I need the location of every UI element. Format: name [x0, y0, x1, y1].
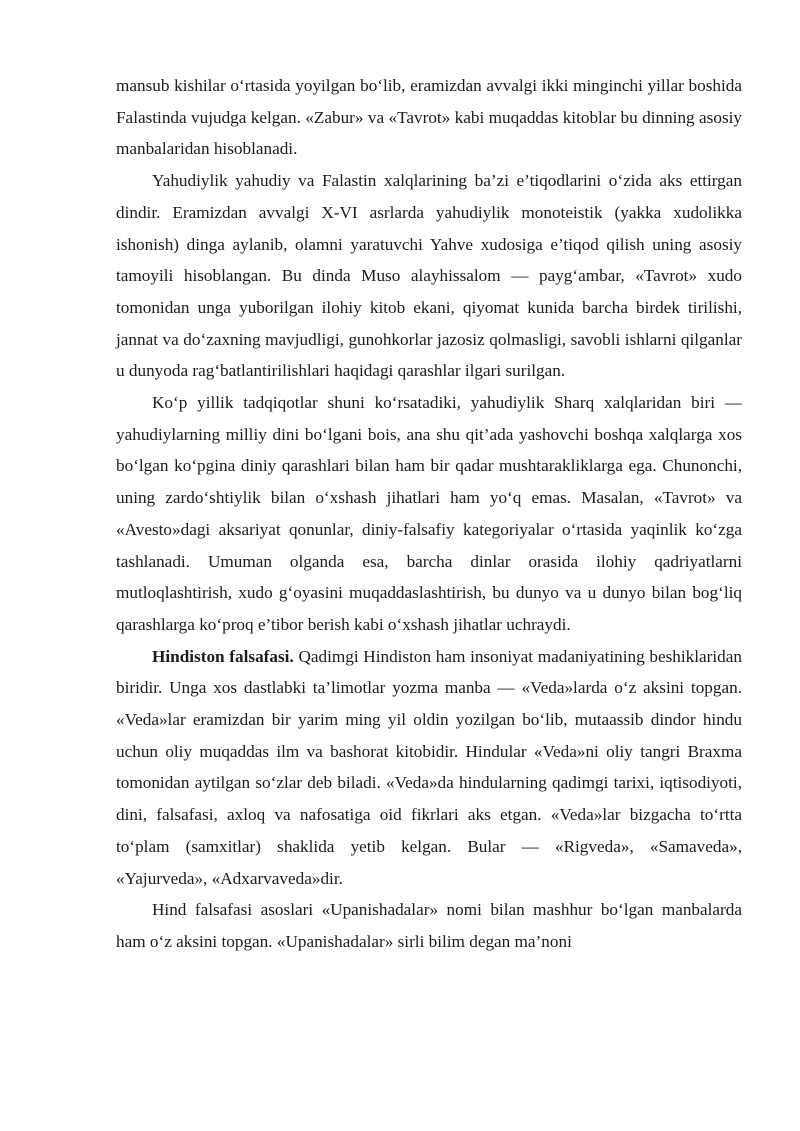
paragraph-hindiston-falsafasi	[116, 641, 742, 895]
paragraph-text: Yahudiylik yahudiy va Falastin xalqlarining ba’zi e’tiqodlarini o‘zida aks ettirgan dindir. Eramizdan avvalgi X-VI asrlarda yahudiylik monoteistik (yakka xudolikka ishonish) dinga aylanib, olamni yaratuvchi Yahve xudosiga e’tiqod qilish uning asosiy tamoyili hisoblangan. Bu dinda Muso alayhissalom — payg‘ambar, «Tavrot» xudo tomonidan unga yuborilgan ilohiy kitob ekani, qiyomat kunida barcha birdek tirilishi, jannat va do‘zaxning mavjudligi, gunohkorlar jazosiz qolmasligi, savobli ishlarni qilganlar u dunyoda rag‘batlantirilishlari haqidagi qarashlar ilgari surilgan.	[116, 171, 742, 381]
paragraph-text: mansub kishilar o‘rtasida yoyilgan bo‘lib, eramizdan avvalgi ikki minginchi yillar boshida Falastinda vujudga kelgan. «Zabur» va «Tavrot» kabi muqaddas kitoblar bu dinning asosiy manbalaridan hisoblanadi.	[116, 76, 742, 159]
paragraph-upanishadalar	[116, 894, 742, 957]
paragraph-zabur-tavrot	[116, 70, 742, 165]
paragraph-text: Qadimgi Hindiston ham insoniyat madaniyatining beshiklaridan biridir. Unga xos dastlabki ta’limotlar yozma manba — «Veda»larda o‘z aksini topgan. «Veda»lar eramizdan bir yarim ming yil oldin yozilgan bo‘lib, mutaassib dindor hindu uchun oliy muqaddas ilm va bashorat kitobidir. Hindular «Veda»ni oliy tangri Braxma tomonidan aytilgan so‘zlar deb biladi. «Veda»da hindularning qadimgi tarixi, iqtisodiyoti, dini, falsafasi, axloq va nafosatiga oid fikrlari aks etgan. «Veda»lar bizgacha to‘rtta to‘plam (samxitlar) shaklida yetib kelgan. Bular — «Rigveda», «Samaveda», «Yajurveda», «Adxarvaveda»dir.	[116, 646, 742, 888]
paragraph-tadqiqotlar	[116, 387, 742, 641]
paragraph-text: Ko‘p yillik tadqiqotlar shuni ko‘rsatadiki, yahudiylik Sharq xalqlaridan biri — yahudiylarning milliy dini bo‘lgani bois, ana shu qit’ada yashovchi boshqa xalqlarga xos bo‘lgan ko‘pgina diniy qarashlari bilan ham bir qadar mushtarakliklarga ega. Chunonchi, uning zardo‘shtiylik bilan o‘xshash jihatlari ham yo‘q emas. Masalan, «Tavrot» va «Avesto»dagi aksariyat qonunlar, diniy-falsafiy kategoriyalar o‘rtasida yaqinlik ko‘zga tashlanadi. Umuman olganda esa, barcha dinlar orasida ilohiy qadriyatlarni mutloqlashtirish, xudo g‘oyasini muqaddaslashtirish, bu dunyo va u dunyo bilan bog‘liq qarashlarga ko‘proq e’tibor berish kabi o‘xshash jihatlar uchraydi.	[116, 393, 742, 634]
document-page	[116, 70, 742, 958]
paragraph-yahudiylik	[116, 165, 742, 387]
paragraph-text: Hind falsafasi asoslari «Upanishadalar» nomi bilan mashhur bo‘lgan manbalarda ham o‘z aksini topgan. «Upanishadalar» sirli bilim degan ma’noni	[116, 900, 742, 951]
section-heading: Hindiston falsafasi.	[152, 646, 294, 666]
